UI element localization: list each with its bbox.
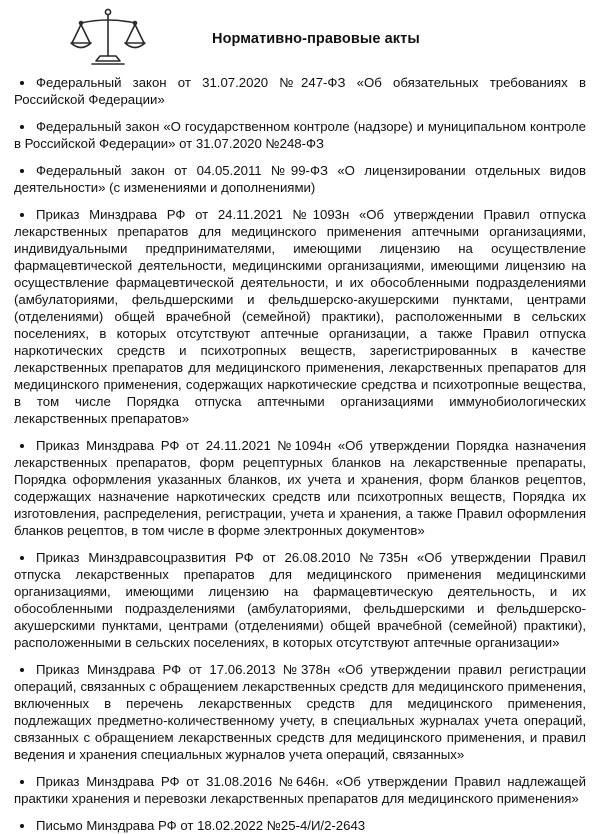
list-item: Федеральный закон от 31.07.2020 №247-ФЗ «Об обязательных требованиях в Российской Федерации»	[14, 75, 586, 107]
list-item: Приказ Минздрава РФ от 17.06.2013 №378н «Об утверждении правил регистрации операций, связанных с обращением лекарственных средств для медицинского применения, включенных в перечень лекарственных средств для медицинского применения, подлежащих предметно-количественному учету, в специальных журналах учета операций, связанных с обращением лекарственных средств для медицинского применения, и правил ведения и хранения специальных журналов учета операций, связанных»	[14, 662, 586, 762]
list-item: Приказ Минздрава РФ от 24.11.2021 №1094н «Об утверждении Порядка назначения лекарственных препаратов, форм рецептурных бланков на лекарственные препараты, Порядка оформления указанных бланков, их учета и хранения, форм бланков рецептов, содержащих назначение наркотических средств или психотропных веществ, Порядка их изготовления, распределения, регистрации, учета и хранения, а также Правил оформления бланков рецептов, в том числе в форме электронных документов»	[14, 438, 586, 538]
regulations-list	[0, 74, 600, 834]
list-item: Федеральный закон «О государственном контроле (надзоре) и муниципальном контроле в Российской Федерации» от 31.07.2020 №248-ФЗ	[14, 119, 586, 151]
list-item: Письмо Минздрава РФ от 18.02.2022 №25-4/И/2-2643	[14, 817, 586, 834]
page-title: Нормативно-правовые акты	[212, 31, 420, 47]
list-item: Приказ Минздрава РФ от 24.11.2021 №1093н «Об утверждении Правил отпуска лекарственных препаратов для медицинского применения аптечными организациями, индивидуальными предпринимателями, имеющими лицензию на осуществление фармацевтической деятельности, медицинскими организациями, имеющими лицензию на осуществление фармацевтической деятельности, и их обособленными подразделениями (амбулаториями, фельдшерскими и фельдшерско-акушерскими пунктами, центрами (отделениями) общей врачебной (семейной) практики), расположенными в сельских поселениях, в которых отсутствуют аптечные организации, а также Правил отпуска наркотических средств и психотропных веществ, зарегистрированных в качестве лекарственных препаратов для медицинского применения, лекарственных препаратов для медицинского применения, содержащих наркотические средства и психотропные вещества, в том числе Порядка отпуска аптечными организациями иммунобиологических лекарственных препаратов»	[14, 207, 586, 426]
scales-of-justice-icon	[68, 6, 148, 68]
list-item: Федеральный закон от 04.05.2011 №99-ФЗ «О лицензировании отдельных видов деятельности» (с изменениями и дополнениями)	[14, 163, 586, 195]
list-item: Приказ Минздравсоцразвития РФ от 26.08.2010 №735н «Об утверждении Правил отпуска лекарственных препаратов для медицинского применения медицинскими организациями, имеющими лицензию на фармацевтическую деятельность, и их обособленными подразделениями (амбулаториями, фельдшерскими и фельдшерско-акушерскими пунктами, центрами (отделениями) общей врачебной (семейной) практики), расположенными в сельских поселениях, в которых отсутствуют аптечные организации»	[14, 550, 586, 650]
header	[0, 0, 600, 74]
list-item: Приказ Минздрава РФ от 31.08.2016 №646н. «Об утверждении Правил надлежащей практики хранения и перевозки лекарственных препаратов для медицинского применения»	[14, 774, 586, 806]
